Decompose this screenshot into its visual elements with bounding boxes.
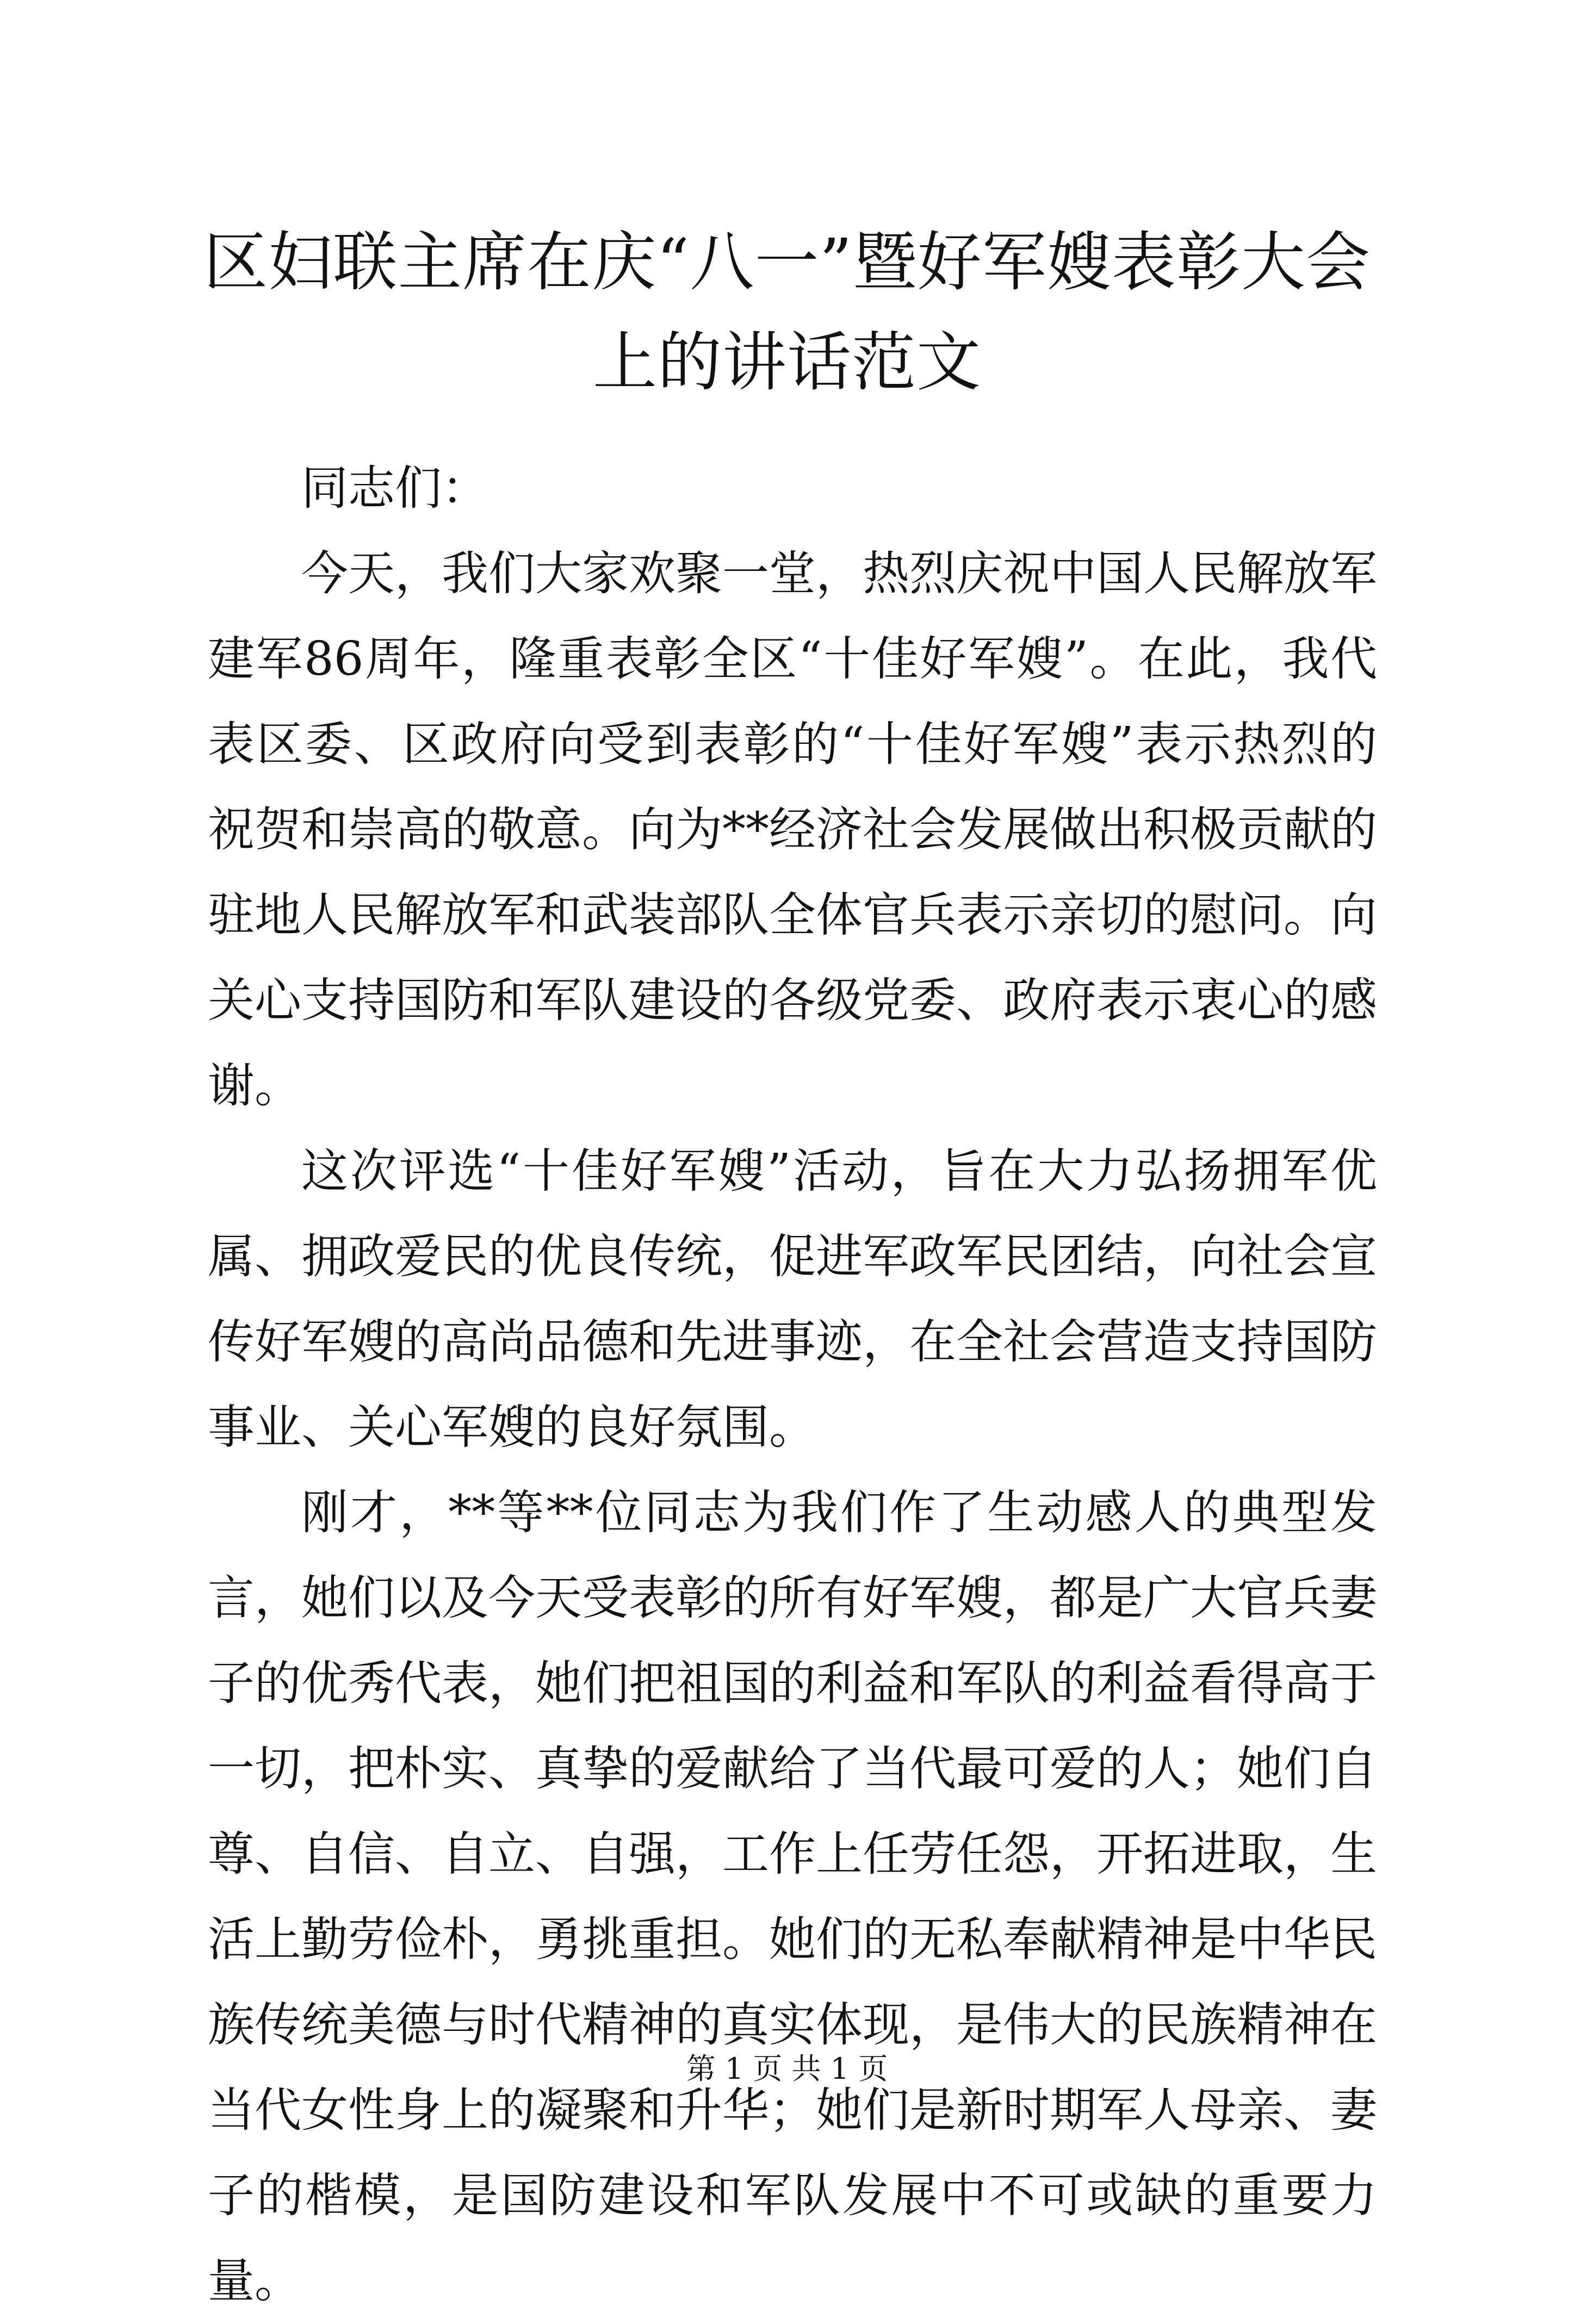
document-title: 区妇联主席在庆“八一”暨好军嫂表彰大会上的讲话范文 [203, 225, 1371, 400]
paragraph-2: 这次评选“十佳好军嫂”活动，旨在大力弘扬拥军优属、拥政爱民的优良传统，促进军政军民团结，向社会宣传好军嫂的高尚品德和先进事迹，在全社会营造支持国防事业、关心军嫂的良好氛围。 [208, 1144, 1377, 1455]
page-footer: 第 1 页 共 1 页 [686, 2052, 888, 2086]
paragraph-1: 今天，我们大家欢聚一堂，热烈庆祝中国人民解放军建军86周年，隆重表彰全区“十佳好军嫂”。在此，我代表区委、区政府向受到表彰的“十佳好军嫂”表示热烈的祝贺和崇高的敬意。向为**经济社会发展做出积极贡献的驻地人民解放军和武装部队全体官兵表示亲切的慰问。向关心支持国防和军队建设的各级党委、政府表示衷心的感谢。 [208, 546, 1377, 1113]
paragraph-3: 刚才，**等**位同志为我们作了生动感人的典型发言，她们以及今天受表彰的所有好军嫂，都是广大官兵妻子的优秀代表，她们把祖国的利益和军队的利益看得高于一切，把朴实、真挚的爱献给了当代最可爱的人；她们自尊、自信、自立、自强，工作上任劳任怨，开拓进取，生活上勤劳俭朴，勇挑重担。她们的无私奉献精神是中华民族传统美德与时代精神的真实体现，是伟大的民族精神在当代女性身上的凝聚和升华；她们是新时期军人母亲、妻子的楷模，是国防建设和军队发展中不可或缺的重要力量。 [208, 1486, 1377, 2308]
salutation: 同志们： [301, 461, 488, 515]
document-body [208, 446, 1377, 2324]
